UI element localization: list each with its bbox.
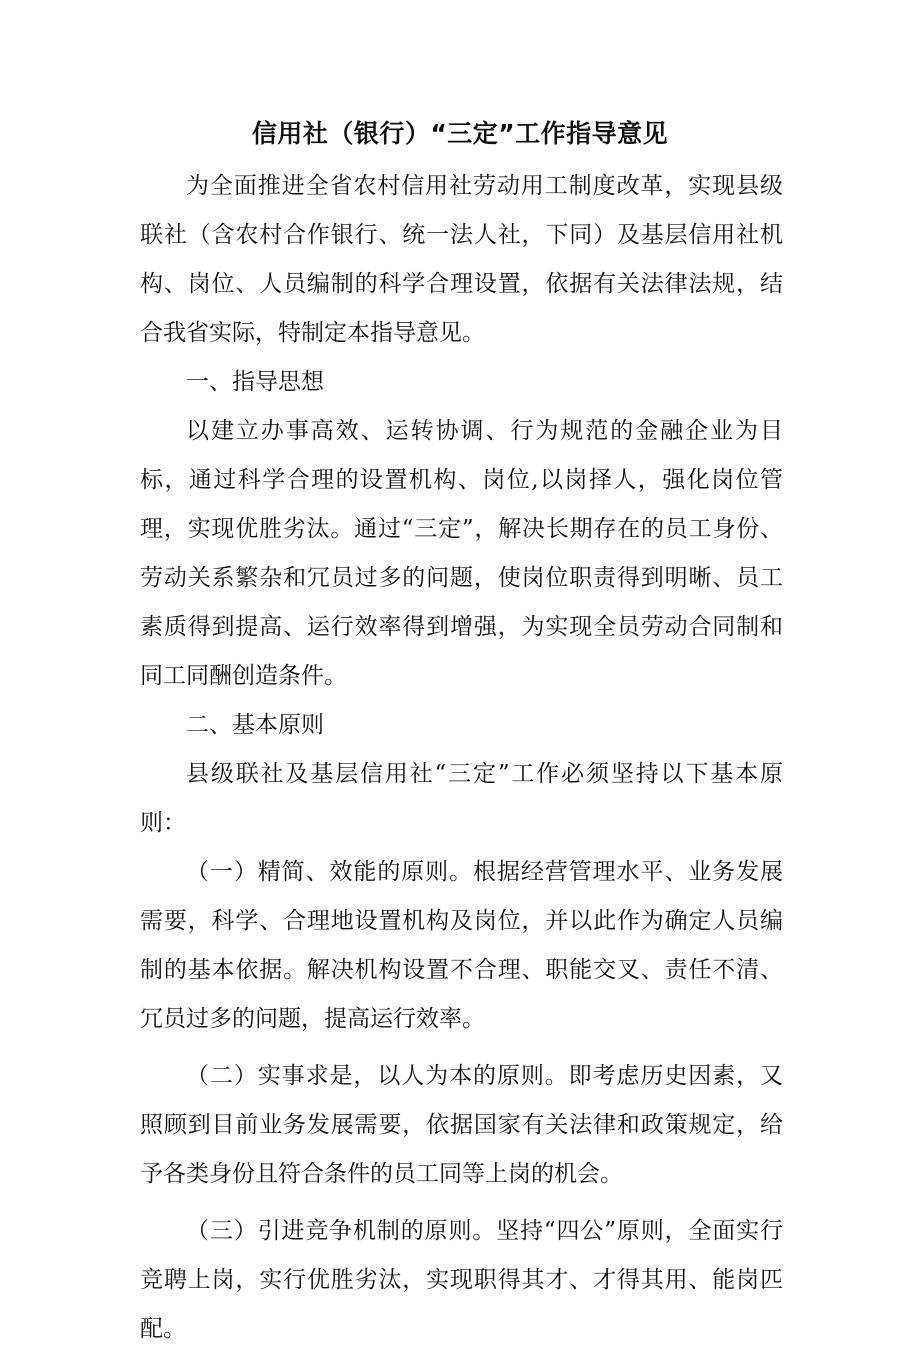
- basic-principles-intro: 县级联社及基层信用社“三定”工作必须坚持以下基本原则：: [140, 761, 783, 836]
- paragraph-spacer: [140, 1199, 783, 1207]
- document-body: [140, 162, 783, 1354]
- principle-paragraph: （一）精简、效能的原则。根据经营管理水平、业务发展需要，科学、合理地设置机构及岗位，并以此作为确定人员编制的基本依据。解决机构设置不合理、职能交叉、责任不清、冗员过多的问题，提高运行效率。: [140, 859, 783, 1032]
- section-heading-basic-principles: 二、基本原则: [186, 712, 324, 738]
- principle-paragraph: （三）引进竞争机制的原则。坚持“四公”原则，全面实行竞聘上岗，实行优胜劣汰，实现职得其才、才得其用、能岗匹配。: [140, 1218, 783, 1342]
- paragraph-spacer: [140, 1044, 783, 1052]
- section-heading-guiding-thought: 一、指导思想: [186, 369, 324, 395]
- principle-paragraph: （二）实事求是，以人为本的原则。即考虑历史因素，又照顾到目前业务发展需要，依据国家有关法律和政策规定，给予各类身份且符合条件的员工同等上岗的机会。: [140, 1063, 783, 1187]
- document-title: 信用社（银行）“三定”工作指导意见: [251, 119, 669, 148]
- guiding-thought-paragraph: 以建立办事高效、运转协调、行为规范的金融企业为目标，通过科学合理的设置机构、岗位,以岗择人，强化岗位管理，实现优胜劣汰。通过“三定”，解决长期存在的员工身份、劳动关系繁杂和冗员过多的问题，使岗位职责得到明晰、员工素质得到提高、运行效率得到增强，为实现全员劳动合同制和同工同酬创造条件。: [140, 418, 783, 689]
- intro-paragraph: 为全面推进全省农村信用社劳动用工制度改革，实现县级联社（含农村合作银行、统一法人社，下同）及基层信用社机构、岗位、人员编制的科学合理设置，依据有关法律法规，结合我省实际，特制定本指导意见。: [140, 173, 783, 346]
